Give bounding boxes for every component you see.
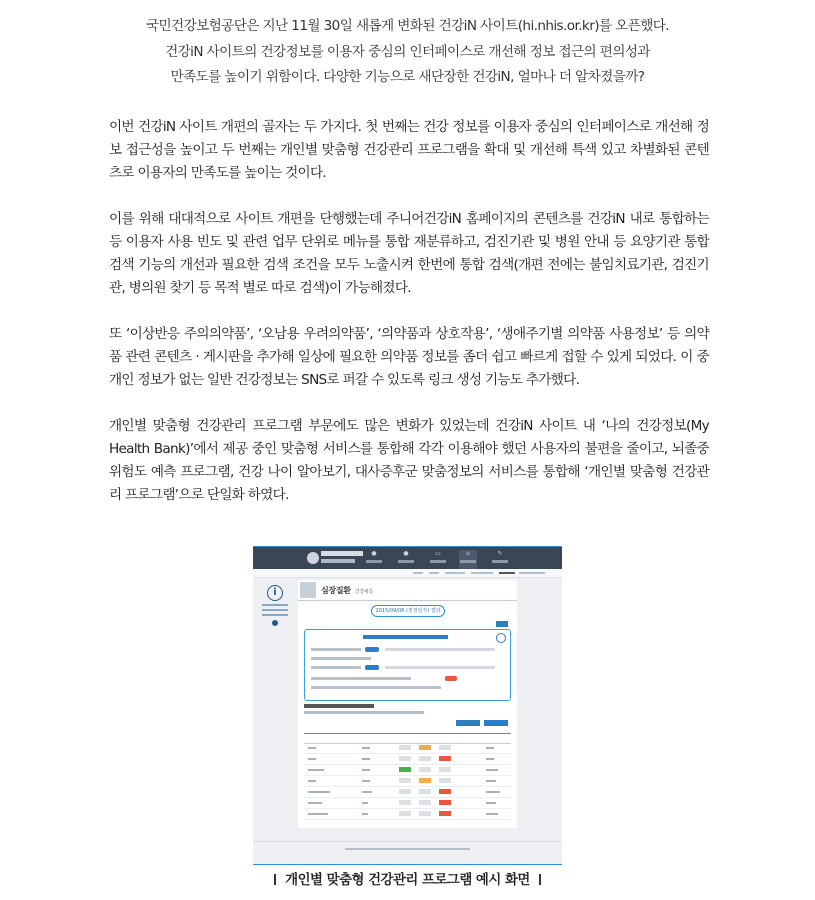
- menu-icon: ●: [397, 550, 415, 563]
- screenshot-footer: [253, 841, 562, 856]
- site-logo-icon: [307, 552, 319, 564]
- article-paragraph: 이번 건강iN 사이트 개편의 골자는 두 가지다. 첫 번째는 건강 정보를 이용자 중심의 인터페이스로 개선해 정보 접근성을 높이고 두 번째는 개인별 맞춤형 건강관리 프로그램을 확대 및 개선해 특색 있고 차별화된 콘텐츠로 이용자의 만족도를 높이는 것이다.: [109, 119, 709, 181]
- table-row: [304, 776, 511, 787]
- screenshot-sidebar: [258, 585, 292, 626]
- article-paragraph: 이를 위해 대대적으로 사이트 개편을 단행했는데 주니어건강iN 홈페이지의 콘텐츠를 건강iN 내로 통합하는 등 이용자 사용 빈도 및 관련 업무 단위로 메뉴를 통합 재분류하고, 검진기관 및 병원 안내 등 요양기관 통합 검색 기능의 개선과 필요한 검색 조건을 모두 노출시켜 한번에 통합 검색(개편 전에는 불임치료기관, 검진기관, 병의원 찾기 등 목적 별로 따로 검색)이 가능해졌다.: [109, 211, 709, 296]
- table-row: [304, 809, 511, 820]
- intro-line: 국민건강보험공단은 지난 11월 30일 새롭게 변화된 건강iN 사이트(hi.nhis.or.kr)를 오픈했다.: [145, 18, 669, 34]
- menu-icon: ●: [365, 550, 383, 563]
- intro-line: 건강iN 사이트의 건강정보를 이용자 중심의 인터페이스로 개선해 정보 접근의 편의성과: [165, 43, 650, 60]
- divider: [539, 874, 541, 885]
- divider: [274, 874, 276, 885]
- program-screenshot: [253, 546, 562, 864]
- article-paragraph: 또 ‘이상반응 주의의약품’, ‘오남용 우려의약품’, ‘의약품과 상호작용’, ‘생애주기별 의약품 사용정보’ 등 의약품 관련 콘텐츠 · 게시판을 추가해 일상에 필요한 의약품 정보를 좀더 쉽고 빠르게 접할 수 있게 되었다. 이 중 개인 정보가 없는 일반 건강정보는 SNS로 퍼갈 수 있도록 링크 생성 기능도 추가했다.: [109, 326, 709, 388]
- menu-icon: ✎: [491, 550, 509, 563]
- table-row: [304, 743, 511, 754]
- table-row: [304, 787, 511, 798]
- figure-caption: [0, 872, 815, 890]
- caption-text: 개인별 맞춤형 건강관리 프로그램 예시 화면: [285, 873, 530, 888]
- article-paragraph: 개인별 맞춤형 건강관리 프로그램 부문에도 많은 변화가 있었는데 건강iN 사이트 내 ‘나의 건강정보(My Health Bank)’에서 제공 중인 맞춤형 서비스를 통합해 각각 이용해야 했던 사용자의 불편을 줄이고, 뇌졸중 위험도 예측 프로그램, 건강 나이 알아보기, 대사증후군 맞춤정보의 서비스를 통합해 ‘개인별 맞춤형 건강관리 프로그램’으로 단일화 하였다.: [109, 418, 709, 503]
- info-icon: i: [267, 585, 283, 601]
- heart-icon: [300, 582, 316, 598]
- menu-icon: ⌂: [459, 550, 477, 569]
- table-row: [304, 765, 511, 776]
- table-row: [304, 798, 511, 809]
- screenshot-page-title: 심장질환 건강예측: [321, 586, 373, 595]
- help-icon: [496, 633, 506, 643]
- bullet-icon: [272, 620, 278, 626]
- result-date-pill: 2015/09/08 (결정일자) 결과: [371, 605, 445, 617]
- menu-icon: ▭: [429, 550, 447, 563]
- intro-text: [60, 14, 755, 91]
- lifestyle-box: [304, 629, 511, 701]
- table-row: [304, 754, 511, 765]
- screenshot-main-panel: [298, 580, 517, 828]
- screenshot-header-bar: [253, 547, 562, 569]
- intro-line: 만족도를 높이기 위함이다. 다양한 기능으로 새단장한 건강iN, 얼마나 더 알차졌을까?: [170, 69, 645, 85]
